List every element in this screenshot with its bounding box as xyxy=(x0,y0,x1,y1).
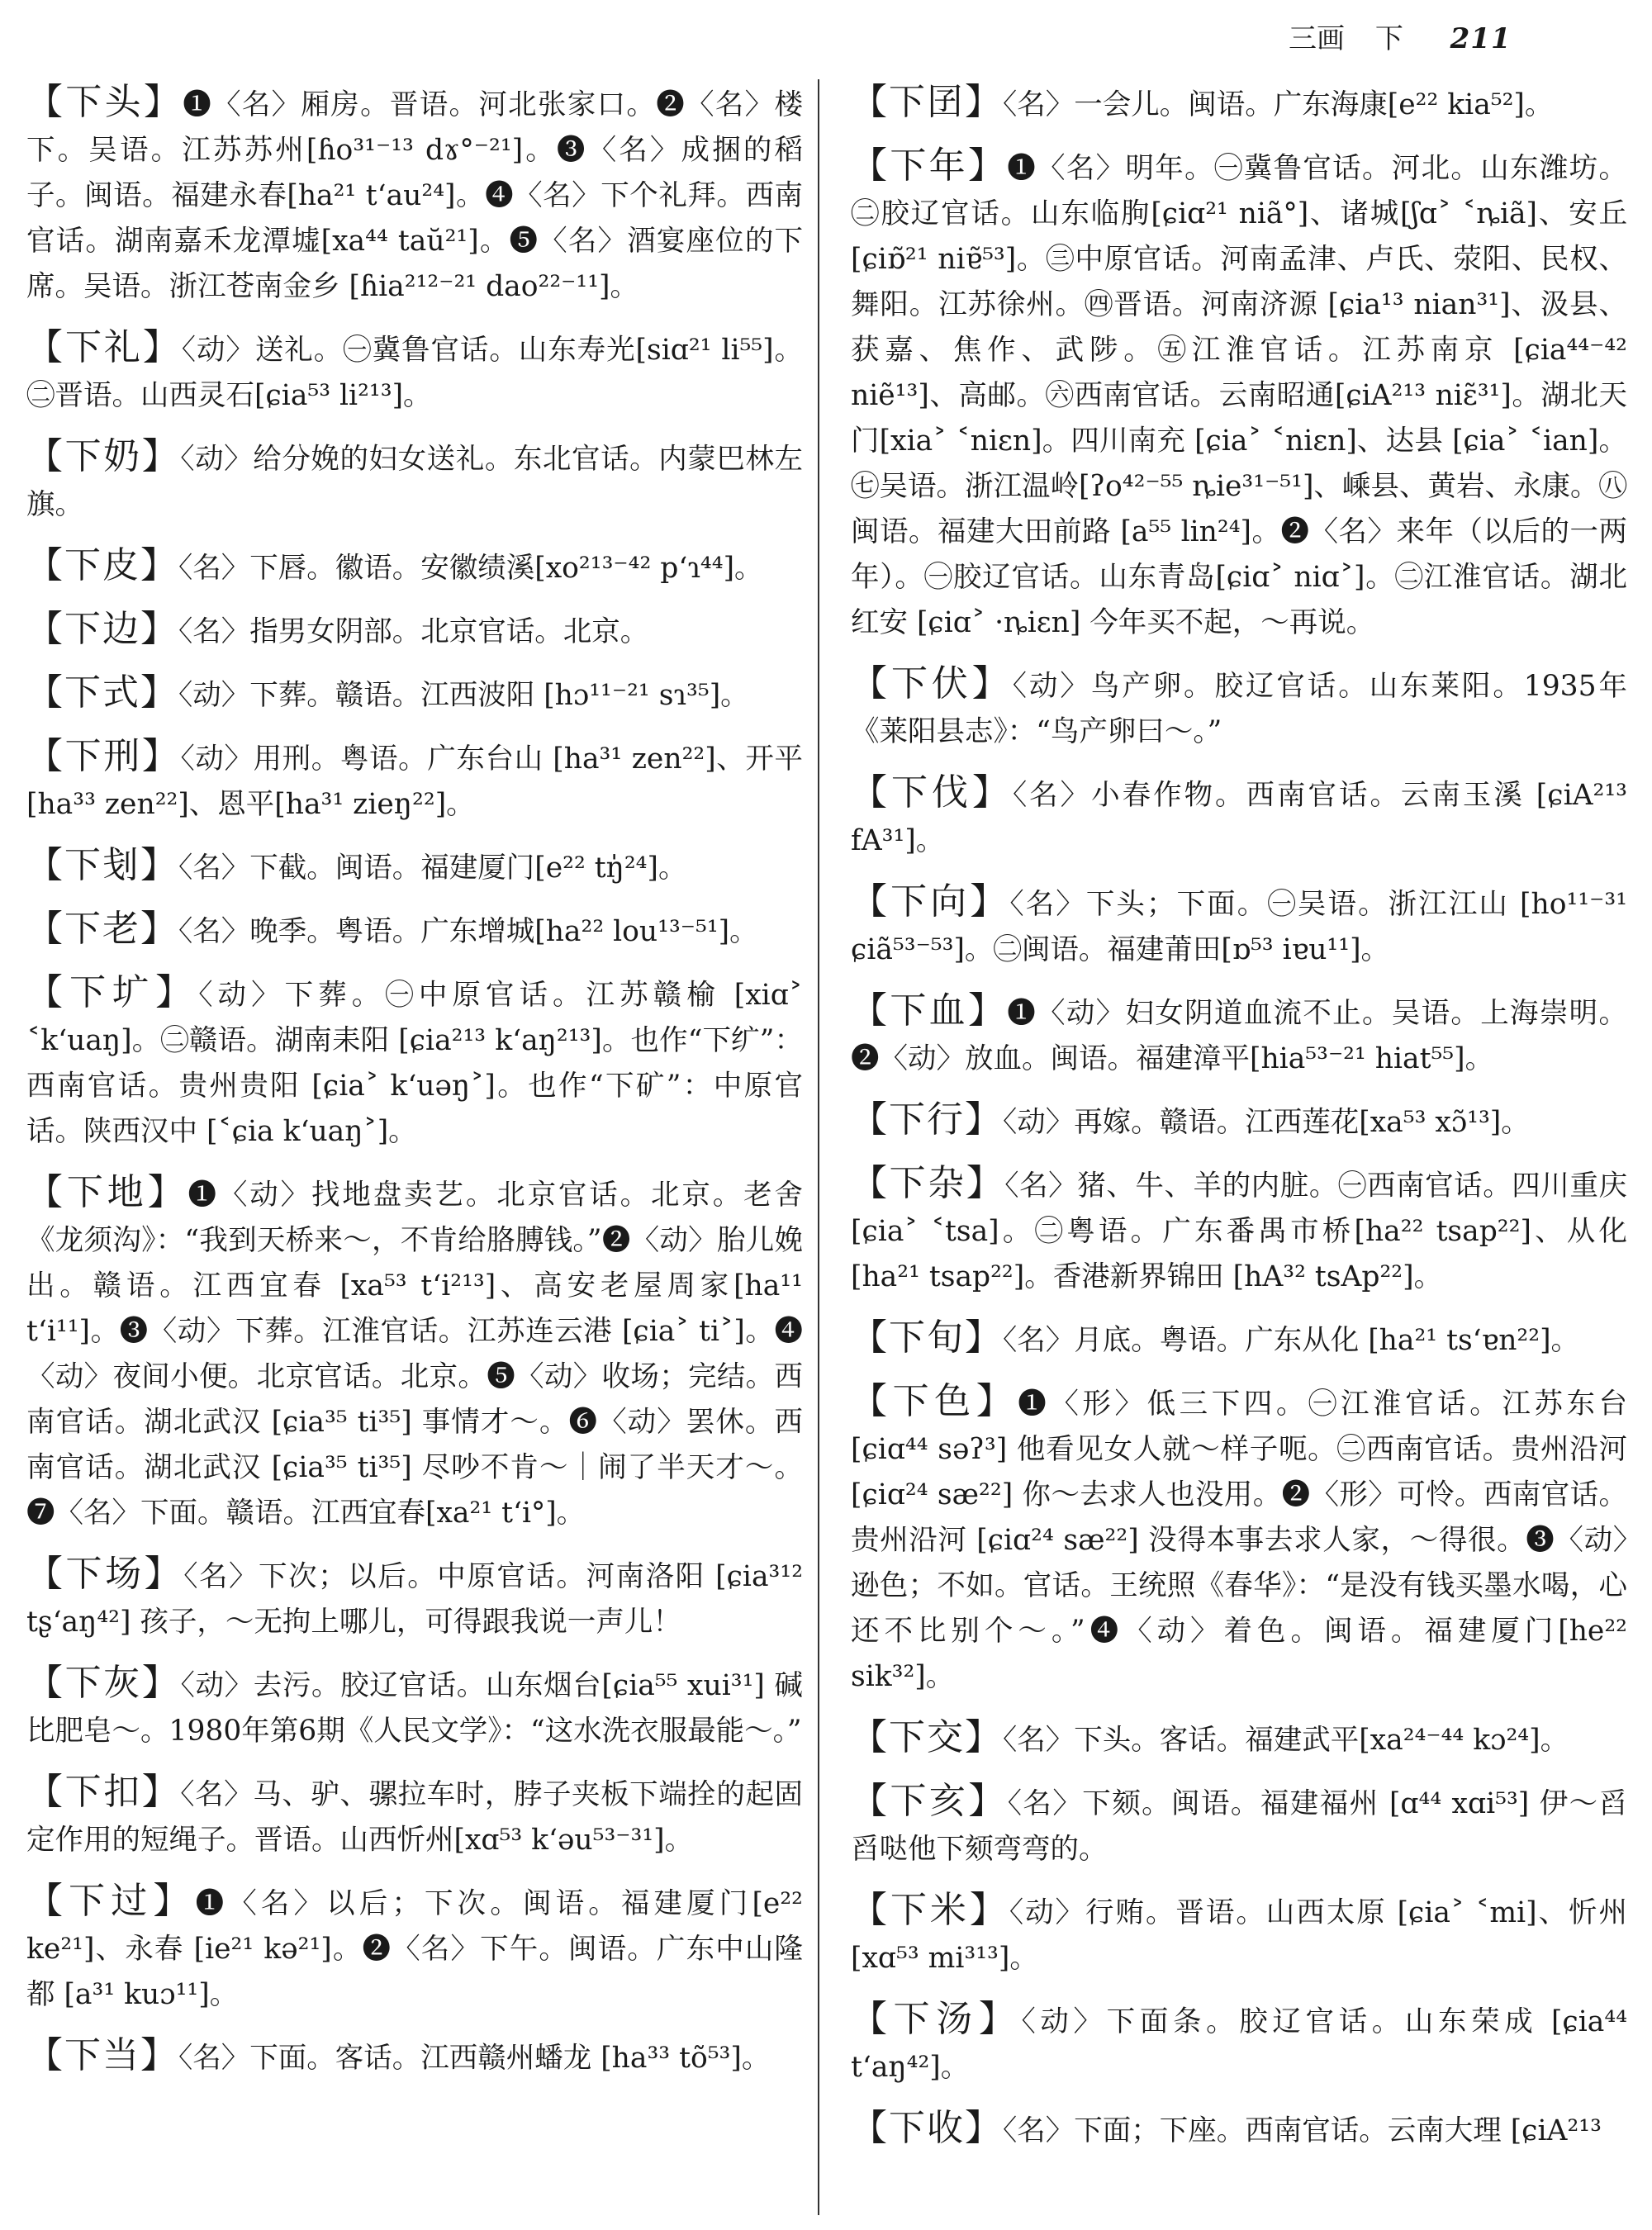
entry-definition: 〈名〉下头。客话。福建武平[xa²⁴⁻⁴⁴ kɔ²⁴]。 xyxy=(1003,1724,1569,1757)
entry-headword: 【 下当 】 xyxy=(26,2034,178,2076)
entry-definition: 〈动〉给分娩的妇女送礼。东北官话。内蒙巴林左旗。 xyxy=(26,443,803,521)
entry-headword: 【 下米 】 xyxy=(851,1889,1009,1931)
dictionary-entry xyxy=(26,434,803,528)
dictionary-entry xyxy=(26,1878,803,2018)
entry-headword: 【 下血 】 xyxy=(851,989,1007,1032)
entry-definition: 〈动〉行贿。晋语。山西太原 [ɕia˃ ˂mi]、忻州[xɑ⁵³ mi³¹³]。 xyxy=(851,1896,1627,1975)
entry-definition: 〈名〉下唇。徽语。安徽绩溪[xo²¹³⁻⁴² p‘ɿ⁴⁴]。 xyxy=(178,552,763,585)
dictionary-entry xyxy=(26,2033,803,2081)
entry-headword: 【 下刑 】 xyxy=(26,735,180,777)
right-column xyxy=(851,79,1627,2215)
entry-headword: 【 下头 】 xyxy=(26,81,183,123)
dictionary-entry xyxy=(851,661,1627,755)
dictionary-entry xyxy=(26,1170,803,1536)
entry-definition: ❶〈形〉低三下四。㊀江淮官话。江苏东台 [ɕiɑ⁴⁴ səʔ³] 他看见女人就～样子呃。㊁西南官话。贵州沿河 [ɕiɑ²⁴ sæ²²] 你～去求人也没用。❷〈形〉可怜。西南官话。贵州沿河 [ɕiɑ²⁴ sæ²²] 没得本事去求人家，～得很。❸〈动〉逊色；不如。官话。王统照《春华》：“是没有钱买墨水喝，心还不比别个～。”❹〈动〉着色。闽语。福建厦门[he²² sik³²]。 xyxy=(851,1388,1627,1693)
entry-definition: 〈名〉猪、牛、羊的内脏。㊀西南官话。四川重庆[ɕia˃ ˂tsa]。㊁粤语。广东番禺市桥[ha²² tsap²²]、从化[ha²¹ tsap²²]。香港新界锦田 [hA³² tsAp²²]。 xyxy=(851,1170,1627,1293)
entry-definition: 〈动〉再嫁。赣语。江西莲花[xa⁵³ xɔ̃¹³]。 xyxy=(1003,1106,1530,1139)
entry-headword: 【 下老 】 xyxy=(26,908,178,950)
dictionary-entry xyxy=(851,1996,1627,2090)
page-header xyxy=(1289,18,1619,59)
entry-headword: 【 下收 】 xyxy=(851,2107,1003,2149)
dictionary-entry xyxy=(26,1551,803,1645)
dictionary-entry xyxy=(851,1160,1627,1300)
entry-definition: 〈动〉去污。胶辽官话。山东烟台[ɕia⁵⁵ xui³¹] 碱比肥皂～。1980年第6期《人民文学》：“这水洗衣服最能～。” xyxy=(26,1669,803,1748)
entry-definition: ❶〈动〉找地盘卖艺。北京官话。北京。老舍《龙须沟》：“我到天桥来～，不肯给胳膊钱。”❷〈动〉胎儿娩出。赣语。江西宜春 [xa⁵³ t‘i²¹³]、高安老屋周家[ha¹¹ t‘i¹¹]。❸〈动〉下葬。江淮官话。江苏连云港 [ɕia˃ ti˃]。❹〈动〉夜间小便。北京官话。北京。❺〈动〉收场；完结。西南官话。湖北武汉 [ɕia³⁵ ti³⁵] 事情才～。❻〈动〉罢休。西南官话。湖北武汉 [ɕia³⁵ ti³⁵] 尽吵不肯～｜闹了半天才～。❼〈名〉下面。赣语。江西宜春[xa²¹ t‘i°]。 xyxy=(26,1179,803,1530)
entry-headword: 【 下扣 】 xyxy=(26,1771,180,1813)
header-character: 下 xyxy=(1374,22,1403,55)
entry-definition: 〈动〉下葬。赣语。江西波阳 [hɔ¹¹⁻²¹ sɿ³⁵]。 xyxy=(178,679,749,712)
dictionary-entry xyxy=(26,970,803,1155)
dictionary-entry xyxy=(851,1887,1627,1981)
entry-definition: 〈名〉下面；下座。西南官话。云南大理 [ɕiA²¹³ xyxy=(1003,2114,1602,2147)
entry-definition: 〈名〉下次；以后。中原官话。河南洛阳 [ɕia³¹² tʂ‘aŋ⁴²] 孩子，～无拘上哪儿，可得跟我说一声儿！ xyxy=(26,1560,803,1639)
section-label: 三画 xyxy=(1289,22,1345,55)
entry-definition: 〈名〉晚季。粤语。广东增城[ha²² lou¹³⁻⁵¹]。 xyxy=(178,915,758,948)
dictionary-entry xyxy=(851,1715,1627,1763)
column-divider xyxy=(818,79,819,2215)
entry-headword: 【 下囝 】 xyxy=(851,81,1003,123)
dictionary-entry xyxy=(851,79,1627,128)
entry-headword: 【 下圹 】 xyxy=(26,971,198,1013)
entry-headword: 【 下地 】 xyxy=(26,1171,188,1213)
entry-headword: 【 下旬 】 xyxy=(851,1317,1003,1359)
entry-definition: 〈动〉鸟产卵。胶辽官话。山东莱阳。1935年《莱阳县志》：“鸟产卵曰～。” xyxy=(851,670,1627,748)
dictionary-entry xyxy=(26,842,803,891)
entry-definition: ❶〈名〉以后；下次。闽语。福建厦门[e²² ke²¹]、永春 [ie²¹ kə²¹]。❷〈名〉下午。闽语。广东中山隆都 [a³¹ kuɔ¹¹]。 xyxy=(26,1887,803,2011)
entry-headword: 【 下杂 】 xyxy=(851,1162,1004,1204)
dictionary-entry xyxy=(851,2105,1627,2154)
dictionary-entry xyxy=(851,1378,1627,1700)
dictionary-entry xyxy=(26,670,803,719)
dictionary-entry xyxy=(26,79,803,310)
entry-headword: 【 下灰 】 xyxy=(26,1662,181,1704)
entry-headword: 【 下伐 】 xyxy=(851,771,1013,814)
entry-definition: ❶〈动〉妇女阴道血流不止。吴语。上海崇明。❷〈动〉放血。闽语。福建漳平[hia⁵³⁻²¹ hiat⁵⁵]。 xyxy=(851,997,1627,1075)
entry-definition: 〈动〉下葬。㊀中原官话。江苏赣榆 [xiɑ˃ ˂k‘uaŋ]。㊁赣语。湖南耒阳 [ɕia²¹³ k‘aŋ²¹³]。也作“下纩”：西南官话。贵州贵阳 [ɕia˃ k‘uəŋ˃]。也作“下矿”：中原官话。陕西汉中 [˂ɕia k‘uaŋ˃]。 xyxy=(26,979,803,1148)
entry-headword: 【 下伏 】 xyxy=(851,662,1013,705)
entry-definition: 〈动〉下面条。胶辽官话。山东荣成 [ɕia⁴⁴ t‘aŋ⁴²]。 xyxy=(851,2005,1627,2084)
dictionary-entry xyxy=(26,606,803,655)
entry-headword: 【 下皮 】 xyxy=(26,544,178,586)
dictionary-entry xyxy=(851,879,1627,973)
dictionary-entry xyxy=(851,1315,1627,1364)
left-column xyxy=(26,79,803,2215)
dictionary-entry xyxy=(851,770,1627,864)
entry-headword: 【 下交 】 xyxy=(851,1716,1003,1758)
entry-definition: 〈名〉小春作物。西南官话。云南玉溪 [ɕiA²¹³ fA³¹]。 xyxy=(851,779,1627,857)
entry-headword: 【 下年 】 xyxy=(851,145,1007,187)
entry-definition: 〈动〉送礼。㊀冀鲁官话。山东寿光[siɑ²¹ li⁵⁵]。㊁晋语。山西灵石[ɕia⁵³ li²¹³]。 xyxy=(26,334,803,412)
entry-definition: 〈名〉指男女阴部。北京官话。北京。 xyxy=(178,615,649,648)
dictionary-entry xyxy=(851,143,1627,646)
entry-headword: 【 下式 】 xyxy=(26,671,178,714)
entry-headword: 【 下向 】 xyxy=(851,880,1009,923)
dictionary-entry xyxy=(26,1769,803,1863)
entry-definition: 〈名〉一会儿。闽语。广东海康[e²² kia⁵²]。 xyxy=(1003,88,1554,121)
entry-headword: 【 下亥 】 xyxy=(851,1780,1008,1822)
dictionary-entry xyxy=(26,1660,803,1754)
entry-headword: 【 下刬 】 xyxy=(26,844,178,886)
dictionary-entry xyxy=(26,906,803,955)
dictionary-entry xyxy=(851,1778,1627,1872)
entry-headword: 【 下礼 】 xyxy=(26,326,182,368)
entry-headword: 【 下色 】 xyxy=(851,1380,1018,1422)
entry-headword: 【 下过 】 xyxy=(26,1880,196,1922)
entry-definition: 〈名〉下颏。闽语。福建福州 [ɑ⁴⁴ xɑi⁵³] 伊～舀舀哒他下颏弯弯的。 xyxy=(851,1787,1627,1866)
entry-definition: ❶〈名〉厢房。晋语。河北张家口。❷〈名〉楼下。吴语。江苏苏州[ɦo³¹⁻¹³ dɤ°⁻²¹]。❸〈名〉成捆的稻子。闽语。福建永春[ha²¹ t‘au²⁴]。❹〈名〉下个礼拜。西南官话。湖南嘉禾龙潭墟[xa⁴⁴ taŭ²¹]。❺〈名〉酒宴座位的下席。吴语。浙江苍南金乡 [ɦia²¹²⁻²¹ dao²²⁻¹¹]。 xyxy=(26,88,803,303)
entry-headword: 【 下边 】 xyxy=(26,608,178,650)
entry-definition: 〈名〉马、驴、骡拉车时，脖子夹板下端拴的起固定作用的短绳子。晋语。山西忻州[xɑ⁵³ k‘əu⁵³⁻³¹]。 xyxy=(26,1778,803,1857)
entry-headword: 【 下汤 】 xyxy=(851,1998,1022,2040)
entry-definition: 〈动〉用刑。粤语。广东台山 [ha³¹ zen²²]、开平[ha³³ zen²²]、恩平[ha³¹ zieŋ²²]。 xyxy=(26,743,803,821)
dictionary-entry xyxy=(26,733,803,828)
entry-definition: 〈名〉下面。客话。江西赣州蟠龙 [ha³³ tõ⁵³]。 xyxy=(178,2042,771,2075)
dictionary-entry xyxy=(26,543,803,591)
entry-headword: 【 下奶 】 xyxy=(26,435,180,477)
entry-definition: 〈名〉月底。粤语。广东从化 [ha²¹ ts‘ɐn²²]。 xyxy=(1003,1324,1580,1357)
dictionary-entry xyxy=(26,325,803,419)
dictionary-entry xyxy=(851,988,1627,1082)
entry-definition: 〈名〉下头；下面。㊀吴语。浙江江山 [ho¹¹⁻³¹ ɕiã⁵³⁻⁵³]。㊁闽语。福建莆田[ɒ⁵³ iɐu¹¹]。 xyxy=(851,888,1627,966)
page-number: 211 xyxy=(1450,22,1512,55)
entry-headword: 【 下行 】 xyxy=(851,1098,1003,1141)
entry-definition: ❶〈名〉明年。㊀冀鲁官话。河北。山东潍坊。㊁胶辽官话。山东临朐[ɕiɑ²¹ niã°]、诸城[ʃɑ˃ ˂ȵiã]、安丘[ɕiɒ̃²¹ niɐ̃⁵³]。㊂中原官话。河南孟津、卢氏、荥阳、民权、舞阳。江苏徐州。㊃晋语。河南济源 [ɕia¹³ nian³¹]、汲县、获嘉、焦作、武陟。㊄江淮官话。江苏南京 [ɕia⁴⁴⁻⁴² niẽ¹³]、高邮。㊅西南官话。云南昭通[ɕiA²¹³ niɛ̃³¹]。湖北天门[xia˃ ˂niɛn]。四川南充 [ɕia˃ ˂niɛn]、达县 [ɕia˃ ˂ian]。㊆吴语。浙江温岭[ʔo⁴²⁻⁵⁵ ȵie³¹⁻⁵¹]、嵊县、黄岩、永康。㊇闽语。福建大田前路 [a⁵⁵ lin²⁴]。❷〈名〉来年（以后的一两年）。㊀胶辽官话。山东青岛[ɕiɑ˃ niɑ˃]。㊁江淮官话。湖北红安 [ɕiɑ˃ ·ȵiɛn] 今年买不起，～再说。 xyxy=(851,152,1627,639)
entry-headword: 【 下场 】 xyxy=(26,1553,183,1595)
dictionary-entry xyxy=(851,1097,1627,1146)
entry-definition: 〈名〉下截。闽语。福建厦门[e²² tŋ̍²⁴]。 xyxy=(178,852,687,885)
